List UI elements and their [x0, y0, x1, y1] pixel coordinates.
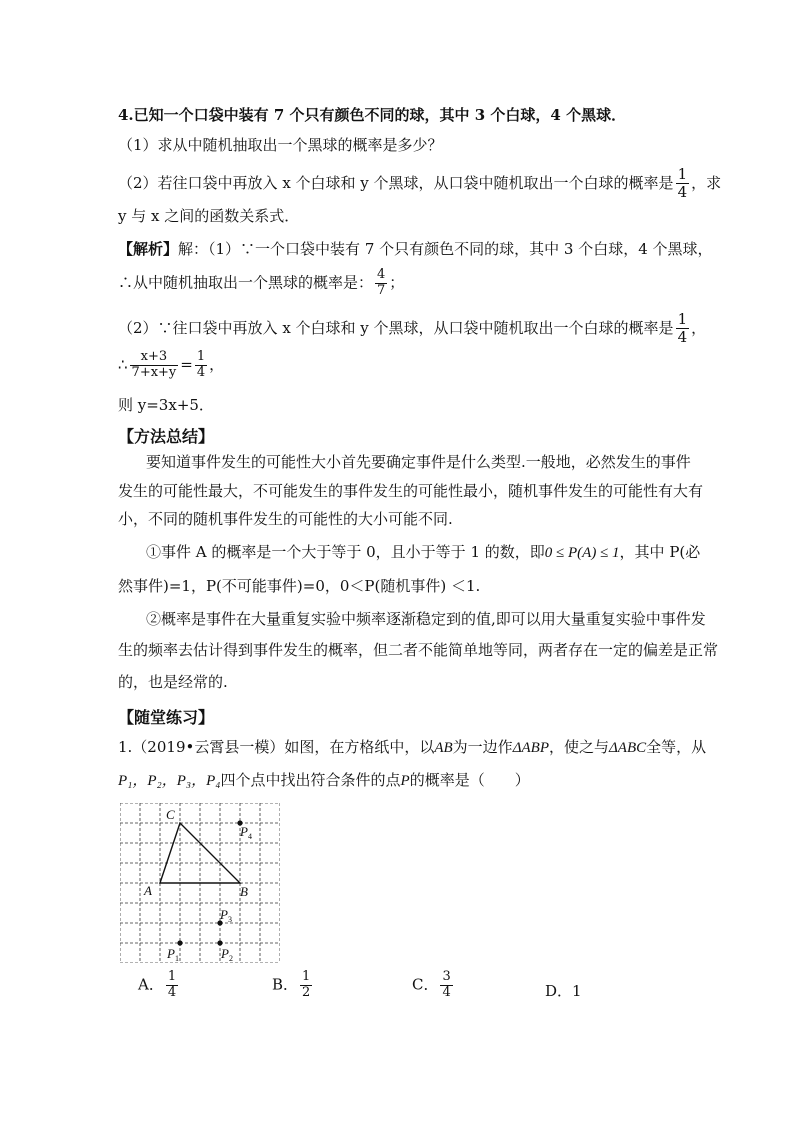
label-b: B	[240, 884, 248, 899]
label-p2-sub: 2	[229, 954, 233, 963]
method-p1-line1: 要知道事件发生的可能性大小首先要确定事件是什么类型.一般地，必然发生的事件	[146, 453, 691, 471]
label-p3: P	[220, 907, 228, 922]
analysis-line3: （2）∵往口袋中再放入 x 个白球和 y 个黑球，从口袋中随机取出一个白球的概率是 $\frac{1}{4}$ ，	[118, 310, 707, 347]
option-a: A． $\frac{1}{4}$	[138, 969, 177, 1000]
label-p3-sub: 3	[228, 915, 232, 924]
analysis-tag: 【解析】	[118, 240, 179, 258]
option-d: D．1	[545, 982, 582, 1000]
option-b: B． $\frac{1}{2}$	[272, 969, 311, 1000]
fraction-equation-right: $\frac{1}{4}$	[196, 349, 206, 380]
label-p4: P	[240, 824, 248, 839]
point-p2	[217, 940, 222, 945]
label-c: C	[166, 807, 175, 822]
grid-svg	[120, 803, 280, 963]
problem4-stem: 4.已知一个口袋中装有 7 个只有颜色不同的球，其中 3 个白球，4 个黑球．	[118, 106, 627, 124]
method-p2-line2: 然事件)=1，P(不可能事件)=0，0＜P(随机事件) ＜1.	[118, 577, 481, 595]
option-c: C． $\frac{3}{4}$	[412, 969, 451, 1000]
method-p3-line3: 的，也是经常的.	[118, 673, 228, 691]
problem4-question1: （1）求从中随机抽取出一个黑球的概率是多少？	[118, 136, 443, 154]
label-p4-sub: 4	[248, 832, 252, 841]
point-p1	[177, 940, 182, 945]
label-p1: P	[167, 946, 175, 961]
fraction-one-quarter: $\frac{1}{4}$	[677, 165, 688, 202]
practice-q1-line1: 1.（2019•云霄县一模）如图，在方格纸中，以AB为一边作ΔABP，使之与ΔABC全等，从	[118, 738, 707, 756]
grid-figure	[120, 803, 280, 963]
analysis-line4: ∴ $\frac{x+3}{7+x+y}$ = $\frac{1}{4}$ ，	[118, 349, 225, 380]
method-summary-title: 【方法总结】	[118, 427, 215, 446]
fraction-equation-left: $\frac{x+3}{7+x+y}$	[131, 349, 177, 380]
probability-inequality: 0 ≤ P(A) ≤ 1	[544, 545, 620, 561]
method-p3-line1: ②概率是事件在大量重复实验中频率逐渐稳定到的值,即可以用大量重复实验中事件发	[146, 610, 706, 628]
method-p2-line1: ①事件 A 的概率是一个大于等于 0，且小于等于 1 的数，即0 ≤ P(A) ≤ 1，其中 P(必	[146, 543, 701, 561]
fraction-four-sevenths: $\frac{4}{7}$	[377, 267, 386, 298]
analysis-line5: 则 y=3x+5．	[118, 396, 214, 414]
label-a: A	[144, 883, 152, 898]
label-p1-sub: 1	[175, 954, 179, 963]
method-p1-line3: 小，不同的随机事件发生的可能性的大小可能不同.	[118, 510, 453, 528]
problem4-question2: （2）若往口袋中再放入 x 个白球和 y 个黑球，从口袋中随机取出一个白球的概率是 $\frac{1}{4}$ ，求	[118, 165, 722, 202]
problem4-question2-cont: y 与 x 之间的函数关系式．	[118, 207, 300, 225]
analysis-line2: ∴从中随机抽取出一个黑球的概率是： $\frac{4}{7}$ ；	[118, 267, 405, 298]
analysis-line1: 【解析】解：（1）∵一个口袋中装有 7 个只有颜色不同的球，其中 3 个白球，4 个黑球，	[118, 240, 713, 258]
method-p3-line2: 生的频率去估计得到事件发生的概率，但二者不能简单地等同，两者存在一定的偏差是正常	[118, 641, 719, 659]
practice-title: 【随堂练习】	[118, 708, 215, 727]
method-p1-line2: 发生的可能性最大，不可能发生的事件发生的可能性最小，随机事件发生的可能性有大有	[118, 482, 704, 500]
label-p2: P	[221, 946, 229, 961]
practice-q1-line2: P₁，P₂，P₃，P₄四个点中找出符合条件的点P的概率是（ ）	[118, 771, 530, 789]
fraction-one-quarter-2: $\frac{1}{4}$	[677, 310, 688, 347]
